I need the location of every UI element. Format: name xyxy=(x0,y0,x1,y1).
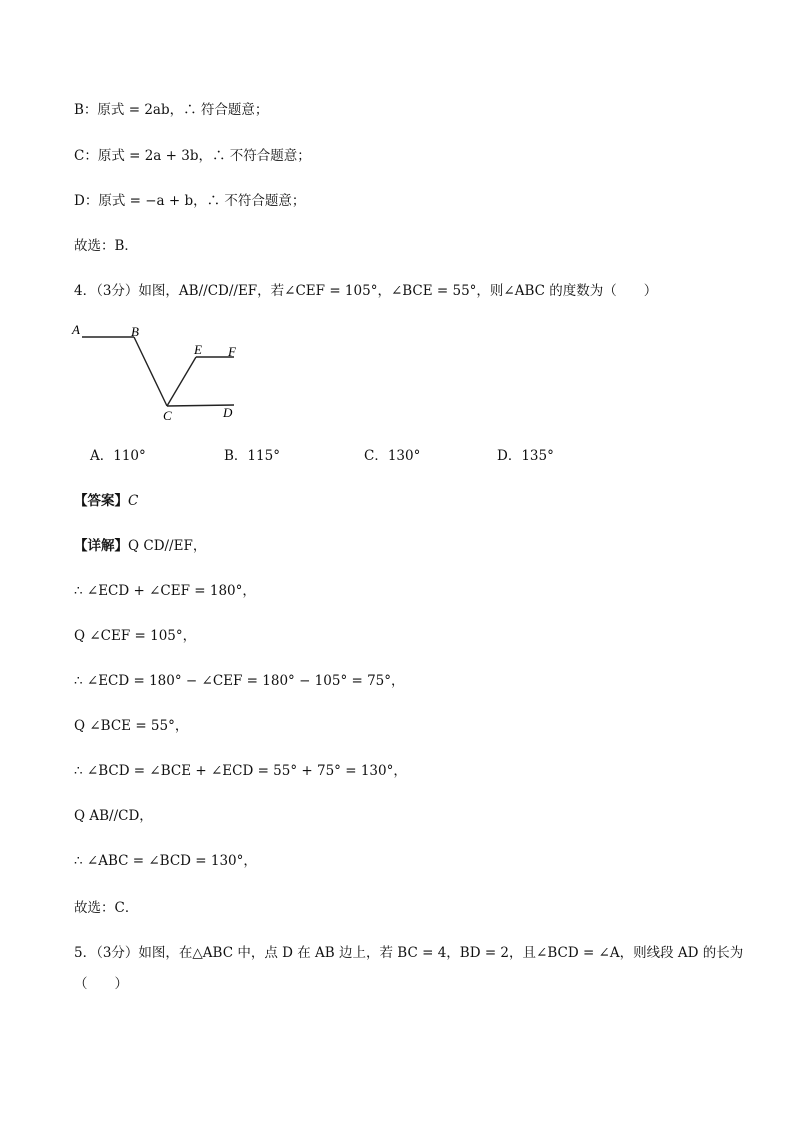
label-a: A xyxy=(72,322,80,337)
detail-step-2: Q ∠CEF = 105°， xyxy=(74,628,197,644)
detail-step-5: ∴ ∠BCD = ∠BCE + ∠ECD = 55° + 75° = 130°， xyxy=(74,763,407,779)
solution-line-b: B：原式 = 2ab，∴ 符合题意； xyxy=(74,102,269,118)
segment-ce xyxy=(167,357,196,406)
choice-a: A．110° xyxy=(90,448,146,464)
detail-step-7: ∴ ∠ABC = ∠BCD = 130°， xyxy=(74,853,257,869)
solution-choose: 故选：B． xyxy=(74,238,138,254)
question-5-paren: （ ） xyxy=(74,976,128,992)
detail-step-6: Q AB//CD， xyxy=(74,808,153,824)
detail-first: Q CD//EF， xyxy=(128,538,207,554)
choice-d: D．135° xyxy=(497,448,554,464)
solution-line-c: C：原式 = 2a + 3b，∴ 不符合题意； xyxy=(74,148,311,164)
label-f: F xyxy=(228,344,236,359)
label-d: D xyxy=(223,405,233,420)
detail-step-3: ∴ ∠ECD = 180° − ∠CEF = 180° − 105° = 75°， xyxy=(74,673,405,689)
answer-tag: 【答案】 xyxy=(74,493,128,509)
answer-value: C xyxy=(128,493,139,509)
choice-c: C．130° xyxy=(364,448,421,464)
segment-bc xyxy=(134,337,167,406)
answer-line xyxy=(74,491,138,511)
label-c: C xyxy=(163,408,172,423)
detail-step-1: ∴ ∠ECD + ∠CEF = 180°， xyxy=(74,583,256,599)
detail-tag: 【详解】 xyxy=(74,538,128,554)
detail-line xyxy=(74,536,206,556)
choice-b: B．115° xyxy=(224,448,280,464)
question-4-choose: 故选：C． xyxy=(74,900,139,916)
solution-line-d: D：原式 = −a + b，∴ 不符合题意； xyxy=(74,193,306,209)
label-e: E xyxy=(194,342,202,357)
detail-step-4: Q ∠BCE = 55°， xyxy=(74,718,189,734)
question-4-stem: 4．（3分）如图，AB//CD//EF，若∠CEF = 105°，∠BCE = 55°，则∠ABC 的度数为（ ） xyxy=(74,283,658,299)
question-5-stem: 5．（3分）如图，在△ABC 中，点 D 在 AB 边上，若 BC = 4，BD = 2，且∠BCD = ∠A，则线段 AD 的长为 xyxy=(74,945,744,961)
parallel-lines-figure xyxy=(70,318,250,428)
label-b: B xyxy=(131,324,139,339)
